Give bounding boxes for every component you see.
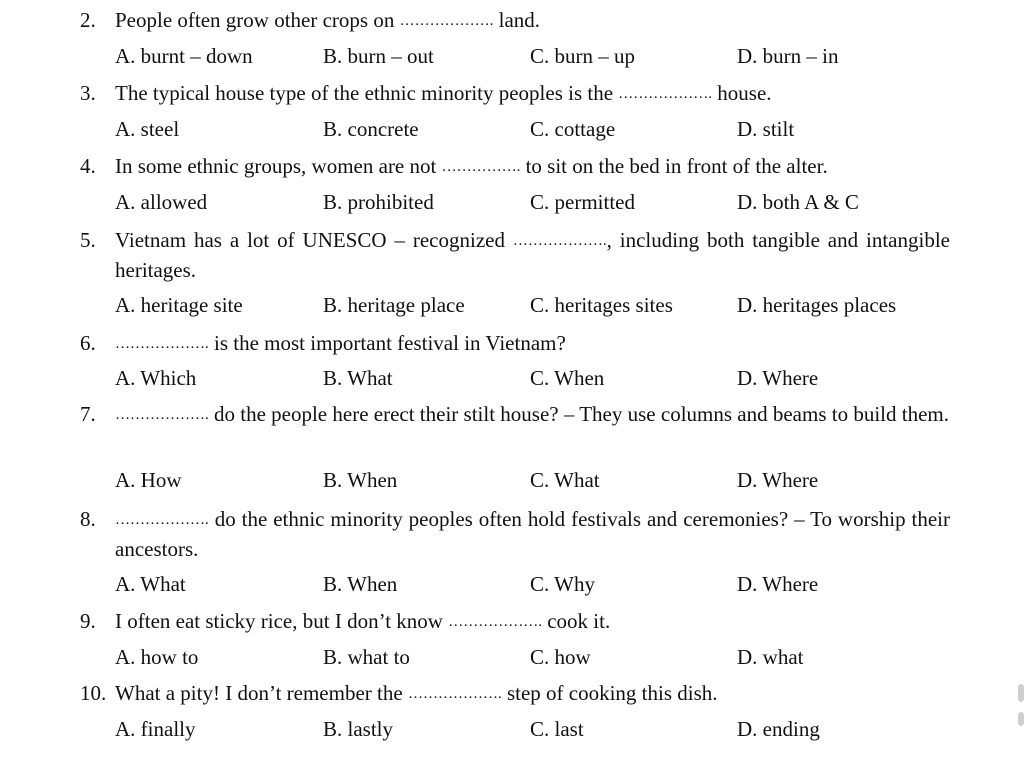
question-text-after: do the people here erect their stilt house? – They use columns and beams to build them.	[214, 402, 949, 426]
option-d: D. Where	[737, 468, 819, 492]
option-d: D. both A & C	[737, 190, 859, 214]
question-text	[115, 329, 950, 359]
question-number: 9.	[80, 609, 96, 633]
question-number: 10.	[80, 681, 107, 705]
question-text-after: to sit on the bed in front of the alter.	[525, 154, 828, 178]
question-text-after: , including both tangible and intangible heritages.	[115, 228, 950, 282]
option-b: B. what to	[323, 645, 410, 669]
question-number: 6.	[80, 331, 96, 355]
question-text-after: land.	[498, 8, 541, 32]
question-text	[115, 152, 950, 182]
question-text-after: cook it.	[547, 609, 611, 633]
options-row-2	[0, 42, 1000, 71]
option-a: A. How	[115, 468, 182, 492]
question-text-after: house.	[717, 81, 772, 105]
option-b: B. concrete	[323, 117, 419, 141]
options-row-10	[0, 715, 1000, 744]
option-c: C. burn – up	[530, 44, 635, 68]
option-a: A. heritage site	[115, 293, 243, 317]
question-text	[115, 400, 950, 430]
option-a: A. What	[115, 572, 186, 596]
answer-blank: ……………….	[115, 512, 209, 528]
question-text-before: People often grow other crops on	[115, 8, 395, 32]
option-d: D. Where	[737, 572, 819, 596]
option-a: A. steel	[115, 117, 180, 141]
question-text-before: I often eat sticky rice, but I don’t know	[115, 609, 443, 633]
option-b: B. When	[323, 468, 398, 492]
answer-blank: ……………….	[512, 233, 607, 249]
option-c: C. heritages sites	[530, 293, 673, 317]
option-c: C. Why	[530, 572, 595, 596]
option-a: A. how to	[115, 645, 199, 669]
question-number: 8.	[80, 507, 96, 531]
option-a: A. finally	[115, 717, 196, 741]
option-d: D. heritages places	[737, 293, 897, 317]
option-c: C. What	[530, 468, 600, 492]
answer-blank: ……………….	[407, 686, 502, 702]
option-d: D. what	[737, 645, 804, 669]
options-row-5	[0, 291, 1000, 320]
question-text-before: What a pity! I don’t remember the	[115, 681, 403, 705]
option-d: D. burn – in	[737, 44, 839, 68]
option-d: D. ending	[737, 717, 820, 741]
edge-artifact	[1018, 712, 1024, 726]
option-c: C. permitted	[530, 190, 635, 214]
options-row-7	[0, 466, 1000, 495]
option-a: A. allowed	[115, 190, 208, 214]
question-text	[115, 679, 950, 709]
option-d: D. Where	[737, 366, 819, 390]
options-row-4	[0, 188, 1000, 217]
options-row-3	[0, 115, 1000, 144]
question-text	[115, 607, 950, 637]
question-number: 7.	[80, 402, 96, 426]
question-text-before: In some ethnic groups, women are not	[115, 154, 437, 178]
question-text	[115, 505, 950, 564]
option-c: C. cottage	[530, 117, 616, 141]
option-b: B. When	[323, 572, 398, 596]
answer-blank: ……………….	[448, 614, 542, 630]
option-b: B. prohibited	[323, 190, 434, 214]
option-a: A. Which	[115, 366, 197, 390]
question-text	[115, 226, 950, 285]
question-number: 2.	[80, 8, 96, 32]
option-b: B. heritage place	[323, 293, 465, 317]
option-b: B. burn – out	[323, 44, 434, 68]
answer-blank: ……………….	[115, 407, 209, 423]
question-text-after: do the ethnic minority peoples often hold festivals and ceremonies? – To worship their ancestors.	[115, 507, 951, 561]
question-text	[115, 6, 950, 36]
question-text	[115, 79, 950, 109]
answer-blank: ……………….	[399, 13, 494, 29]
options-row-6	[0, 364, 1000, 393]
edge-artifact	[1018, 684, 1024, 702]
question-text-after: is the most important festival in Vietnam?	[214, 331, 566, 355]
question-number: 5.	[80, 228, 96, 252]
option-a: A. burnt – down	[115, 44, 253, 68]
option-d: D. stilt	[737, 117, 795, 141]
answer-blank: ……………….	[618, 86, 713, 102]
question-number: 4.	[80, 154, 96, 178]
option-b: B. lastly	[323, 717, 394, 741]
option-c: C. When	[530, 366, 605, 390]
answer-blank: ……………….	[115, 336, 209, 352]
option-c: C. how	[530, 645, 591, 669]
question-number: 3.	[80, 81, 96, 105]
answer-blank: …………….	[441, 159, 521, 175]
question-text-before: The typical house type of the ethnic minority peoples is the	[115, 81, 614, 105]
question-text-before: Vietnam has a lot of UNESCO – recognized	[115, 228, 505, 252]
option-c: C. last	[530, 717, 584, 741]
question-text-after: step of cooking this dish.	[506, 681, 718, 705]
options-row-9	[0, 643, 1000, 672]
option-b: B. What	[323, 366, 393, 390]
options-row-8	[0, 570, 1000, 599]
